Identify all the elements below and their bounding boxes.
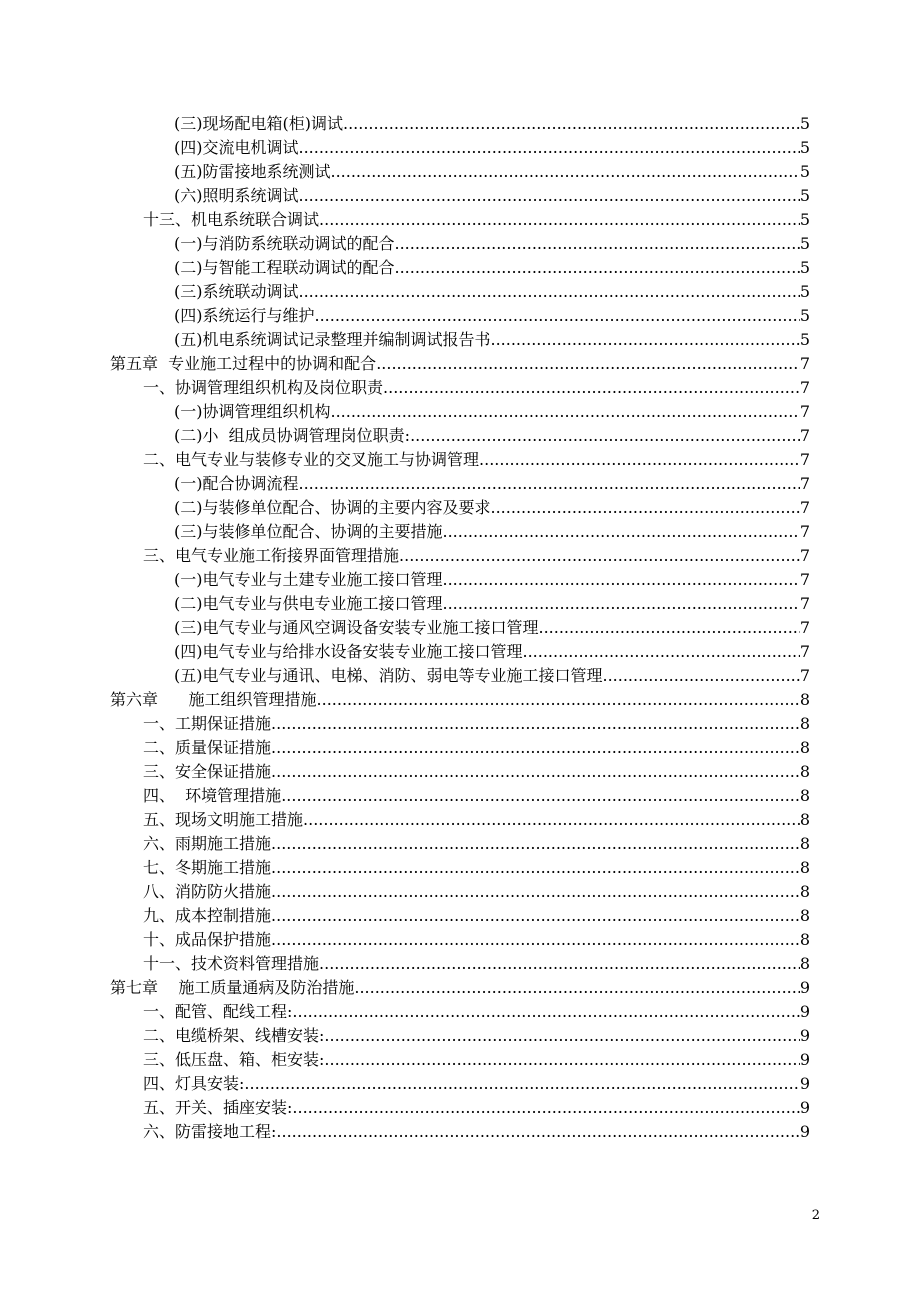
toc-entry-line [143,736,810,760]
toc-entry-title: 一、协调管理组织机构及岗位职责 [143,378,384,397]
page-number: 2 [811,1208,820,1223]
toc-entry-title: (五)电气专业与通讯、电梯、消防、弱电等专业施工接口管理 [174,666,603,685]
toc-entry-line [143,1072,810,1096]
toc-entry[interactable] [0,832,920,856]
toc-entry[interactable] [0,328,920,352]
toc-entry-title: (一)电气专业与土建专业施工接口管理 [174,570,443,589]
toc-entry[interactable] [0,1000,920,1024]
toc-entry[interactable] [0,1048,920,1072]
toc-dot-leader [299,280,800,304]
toc-dot-leader [491,496,800,520]
toc-entry-title: 一、配管、配线工程: [143,1002,293,1021]
toc-entry-page: 7 [799,618,810,637]
toc-entry-title: (二)电气专业与供电专业施工接口管理 [174,594,443,613]
toc-entry-title: 六、防雷接地工程: [143,1122,277,1141]
toc-entry-page: 5 [799,138,810,157]
toc-dot-leader [319,208,800,232]
toc-entry-title: 十、成品保护措施 [143,930,272,949]
toc-entry-title: (一)协调管理组织机构 [174,402,331,421]
toc-entry[interactable] [0,616,920,640]
toc-dot-leader [324,1024,799,1048]
toc-dot-leader [292,1096,799,1120]
toc-entry-line [143,880,810,904]
toc-entry-title: 第六章 施工组织管理措施 [110,690,317,709]
toc-entry[interactable] [0,688,920,712]
toc-entry[interactable] [0,424,920,448]
toc-entry-title: (三)系统联动调试 [174,282,299,301]
toc-dot-leader [271,736,800,760]
toc-entry-line [143,1120,810,1144]
toc-entry-page: 7 [799,474,810,493]
toc-entry-page: 7 [799,498,810,517]
toc-entry-title: (一)配合协调流程 [174,474,299,493]
toc-entry-title: (二)小 组成员协调管理岗位职责: [174,426,411,445]
toc-entry-line [174,472,810,496]
toc-dot-leader [271,880,800,904]
toc-entry[interactable] [0,304,920,328]
toc-dot-leader [324,1048,799,1072]
toc-entry-page: 8 [799,954,810,973]
toc-entry-page: 8 [799,810,810,829]
toc-dot-leader [399,544,800,568]
toc-dot-leader [292,1000,799,1024]
toc-entry-line [174,184,810,208]
toc-dot-leader [299,184,800,208]
toc-dot-leader [319,952,800,976]
toc-entry-line [143,952,810,976]
toc-entry-page: 7 [799,450,810,469]
toc-entry-title: 三、电气专业施工衔接界面管理措施 [143,546,400,565]
toc-entry-page: 5 [799,258,810,277]
toc-entry-page: 9 [799,978,810,997]
toc-entry[interactable] [0,1120,920,1144]
toc-entry-title: 二、质量保证措施 [143,738,272,757]
toc-entry[interactable] [0,736,920,760]
toc-entry[interactable] [0,712,920,736]
toc-entry[interactable] [0,904,920,928]
toc-entry-title: (四)交流电机调试 [174,138,299,157]
toc-dot-leader [271,856,800,880]
toc-entry-title: 五、现场文明施工措施 [143,810,304,829]
toc-entry-line [174,568,810,592]
toc-entry-line [174,280,810,304]
toc-entry[interactable] [0,592,920,616]
toc-dot-leader [491,328,800,352]
toc-entry-page: 7 [799,354,810,373]
toc-entry-line [143,928,810,952]
toc-entry-title: 十三、机电系统联合调试 [143,210,320,229]
toc-entry[interactable] [0,952,920,976]
toc-dot-leader [276,1120,799,1144]
toc-entry-title: (二)与装修单位配合、协调的主要内容及要求 [174,498,491,517]
toc-entry-line [174,400,810,424]
toc-entry-line [143,904,810,928]
toc-entry-line [143,760,810,784]
toc-entry-title: 三、低压盘、箱、柜安装: [143,1050,325,1069]
toc-entry-page: 7 [799,666,810,685]
toc-entry[interactable] [0,1096,920,1120]
toc-entry-line [143,448,810,472]
table-of-contents [0,112,920,1144]
toc-entry-page: 5 [799,282,810,301]
toc-entry-line [174,616,810,640]
toc-dot-leader [331,160,800,184]
toc-entry-title: 三、安全保证措施 [143,762,272,781]
toc-dot-leader [271,928,800,952]
toc-dot-leader [303,808,800,832]
toc-entry-line [174,136,810,160]
toc-dot-leader [383,376,800,400]
toc-entry-page: 9 [799,1074,810,1093]
toc-entry[interactable] [0,232,920,256]
toc-entry-title: 四、灯具安装: [143,1074,245,1093]
toc-entry-page: 9 [799,1026,810,1045]
toc-dot-leader [281,784,800,808]
toc-entry-page: 8 [799,738,810,757]
toc-entry-page: 5 [799,306,810,325]
toc-entry-line [174,520,810,544]
toc-entry-title: (五)防雷接地系统测试 [174,162,331,181]
toc-dot-leader [443,520,800,544]
toc-entry-page: 7 [799,594,810,613]
toc-entry-page: 7 [799,642,810,661]
toc-entry-line [143,784,810,808]
toc-entry-page: 8 [799,690,810,709]
toc-entry-page: 5 [799,234,810,253]
toc-entry-page: 9 [799,1098,810,1117]
toc-entry-page: 8 [799,714,810,733]
toc-dot-leader [539,616,800,640]
toc-entry[interactable] [0,784,920,808]
toc-entry-line [174,328,810,352]
toc-entry[interactable] [0,472,920,496]
toc-entry-line [174,112,810,136]
toc-dot-leader [523,640,800,664]
toc-dot-leader [343,112,800,136]
toc-dot-leader [603,664,800,688]
toc-dot-leader [271,832,800,856]
toc-dot-leader [299,472,800,496]
toc-entry-title: 第五章 专业施工过程中的协调和配合 [110,354,377,373]
toc-entry-line [174,304,810,328]
toc-dot-leader [395,232,800,256]
toc-entry-title: 四、 环境管理措施 [143,786,282,805]
toc-dot-leader [331,400,800,424]
toc-entry-line [143,1024,810,1048]
toc-entry-page: 9 [799,1002,810,1021]
toc-entry-title: (六)照明系统调试 [174,186,299,205]
toc-entry-title: 二、电缆桥架、线槽安装: [143,1026,325,1045]
toc-entry[interactable] [0,1072,920,1096]
toc-entry[interactable] [0,880,920,904]
toc-entry-page: 8 [799,834,810,853]
toc-entry[interactable] [0,256,920,280]
toc-dot-leader [271,712,800,736]
toc-entry-title: 十一、技术资料管理措施 [143,954,320,973]
toc-dot-leader [395,256,800,280]
toc-entry[interactable] [0,760,920,784]
toc-entry-line [110,352,810,376]
toc-entry-line [174,424,810,448]
toc-entry-page: 5 [799,114,810,133]
toc-dot-leader [479,448,800,472]
toc-entry-title: 第七章 施工质量通病及防治措施 [110,978,355,997]
toc-entry-page: 8 [799,930,810,949]
toc-entry-title: 九、成本控制措施 [143,906,272,925]
toc-entry-title: 二、电气专业与装修专业的交叉施工与协调管理 [143,450,480,469]
toc-dot-leader [271,760,800,784]
toc-dot-leader [244,1072,799,1096]
toc-entry-line [143,808,810,832]
toc-entry-title: (四)系统运行与维护 [174,306,315,325]
toc-entry-page: 7 [799,378,810,397]
toc-entry-title: (五)机电系统调试记录整理并编制调试报告书 [174,330,491,349]
toc-entry-page: 7 [799,522,810,541]
toc-entry-title: (一)与消防系统联动调试的配合 [174,234,395,253]
toc-entry-line [174,592,810,616]
toc-entry[interactable] [0,640,920,664]
toc-entry-page: 9 [799,1122,810,1141]
toc-entry-line [143,1000,810,1024]
toc-entry-line [174,232,810,256]
toc-entry[interactable] [0,496,920,520]
toc-entry-page: 8 [799,882,810,901]
toc-entry-page: 5 [799,210,810,229]
toc-dot-leader [299,136,800,160]
toc-entry-line [143,712,810,736]
toc-entry-page: 5 [799,162,810,181]
toc-entry-line [174,256,810,280]
toc-entry-page: 7 [799,570,810,589]
toc-entry[interactable] [0,664,920,688]
toc-entry-line [110,976,810,1000]
toc-entry[interactable] [0,208,920,232]
toc-entry-line [143,544,810,568]
toc-entry-title: (四)电气专业与给排水设备安装专业施工接口管理 [174,642,523,661]
toc-entry-title: 五、开关、插座安装: [143,1098,293,1117]
toc-entry-page: 7 [799,546,810,565]
toc-dot-leader [376,352,800,376]
toc-entry[interactable] [0,976,920,1000]
toc-entry-page: 7 [799,402,810,421]
toc-entry-title: (二)与智能工程联动调试的配合 [174,258,395,277]
toc-entry-page: 5 [799,186,810,205]
toc-entry[interactable] [0,376,920,400]
toc-entry-page: 5 [799,330,810,349]
toc-entry-line [143,1096,810,1120]
toc-entry[interactable] [0,280,920,304]
toc-entry[interactable] [0,520,920,544]
toc-entry[interactable] [0,352,920,376]
toc-entry[interactable] [0,400,920,424]
toc-entry-line [143,208,810,232]
toc-entry-line [143,376,810,400]
toc-entry-line [143,856,810,880]
toc-dot-leader [443,592,800,616]
toc-entry-line [174,640,810,664]
toc-entry-title: 六、雨期施工措施 [143,834,272,853]
toc-entry-line [174,664,810,688]
toc-entry-line [143,1048,810,1072]
toc-entry-line [174,496,810,520]
toc-entry-title: (三)电气专业与通风空调设备安装专业施工接口管理 [174,618,539,637]
toc-entry-page: 8 [799,786,810,805]
toc-entry-title: (三)与装修单位配合、协调的主要措施 [174,522,443,541]
toc-entry[interactable] [0,160,920,184]
toc-entry-title: 一、工期保证措施 [143,714,272,733]
toc-entry[interactable] [0,808,920,832]
toc-entry-page: 7 [799,426,810,445]
toc-entry[interactable] [0,568,920,592]
toc-dot-leader [354,976,799,1000]
toc-entry-title: (三)现场配电箱(柜)调试 [174,114,343,133]
toc-entry[interactable] [0,184,920,208]
toc-entry-title: 八、消防防火措施 [143,882,272,901]
toc-entry[interactable] [0,1024,920,1048]
toc-dot-leader [317,688,800,712]
toc-entry-page: 9 [799,1050,810,1069]
toc-dot-leader [410,424,800,448]
toc-entry[interactable] [0,544,920,568]
toc-entry[interactable] [0,928,920,952]
toc-entry[interactable] [0,112,920,136]
toc-entry-line [110,688,810,712]
toc-entry[interactable] [0,448,920,472]
toc-entry-page: 8 [799,906,810,925]
toc-dot-leader [443,568,800,592]
toc-entry-page: 8 [799,762,810,781]
toc-entry-page: 8 [799,858,810,877]
toc-dot-leader [315,304,800,328]
toc-entry-title: 七、冬期施工措施 [143,858,272,877]
toc-entry-line [143,832,810,856]
toc-entry[interactable] [0,856,920,880]
toc-dot-leader [271,904,800,928]
toc-entry[interactable] [0,136,920,160]
toc-entry-line [174,160,810,184]
